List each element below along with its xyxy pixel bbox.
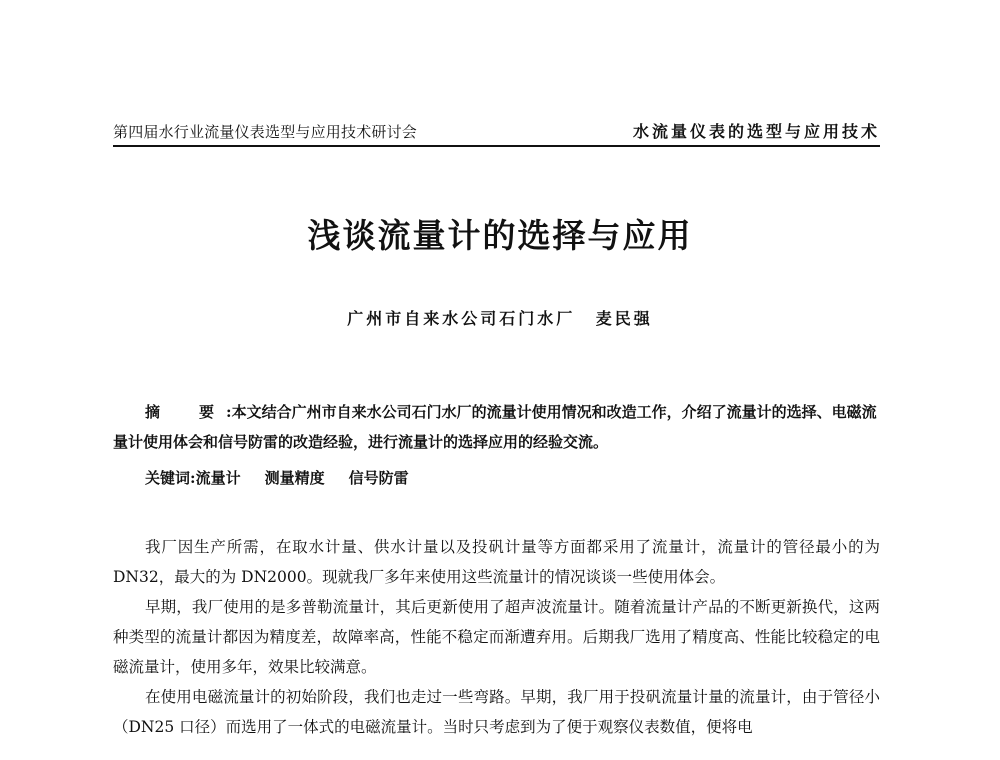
keywords-colon: : [190,469,196,487]
body-paragraph: 在使用电磁流量计的初始阶段，我们也走过一些弯路。早期，我厂用于投矾流量计量的流量计，由于管径小（DN25 口径）而选用了一体式的电磁流量计。当时只考虑到为了便于观察仪表数值，便将电 [113,688,880,736]
abstract-colon: : [226,403,232,421]
abstract [113,397,880,457]
keyword: 流量计 [195,469,241,487]
running-header [113,118,880,147]
keywords-label: 关键词 [145,469,191,487]
author-affiliation: 广州市自来水公司石门水厂 [347,309,576,328]
paper-title: 浅谈流量计的选择与应用 [307,216,693,255]
body-text [113,532,880,742]
section-title: 水流量仪表的选型与应用技术 [632,122,880,141]
keyword: 测量精度 [264,469,325,487]
author-name: 麦民强 [595,309,653,328]
author-line [0,306,1000,329]
conference-name: 第四届水行业流量仪表选型与应用技术研讨会 [113,123,418,141]
keywords [145,463,433,493]
abstract-text: 本文结合广州市自来水公司石门水厂的流量计使用情况和改造工作，介绍了流量计的选择、电磁流量计使用体会和信号防雷的改造经验，进行流量计的选择应用的经验交流。 [113,403,877,451]
keyword: 信号防雷 [348,469,409,487]
abstract-label: 摘 要 [145,403,227,421]
body-paragraph: 早期，我厂使用的是多普勒流量计，其后更新使用了超声波流量计。随着流量计产品的不断更新换代，这两种类型的流量计都因为精度差，故障率高，性能不稳定而渐遭弃用。后期我厂选用了精度高、性能比较稳定的电磁流量计，使用多年，效果比较满意。 [113,598,880,676]
body-paragraph: 我厂因生产所需，在取水计量、供水计量以及投矾计量等方面都采用了流量计，流量计的管径最小的为 DN32，最大的为 DN2000。现就我厂多年来使用这些流量计的情况谈谈一些使用体会。 [113,538,880,586]
